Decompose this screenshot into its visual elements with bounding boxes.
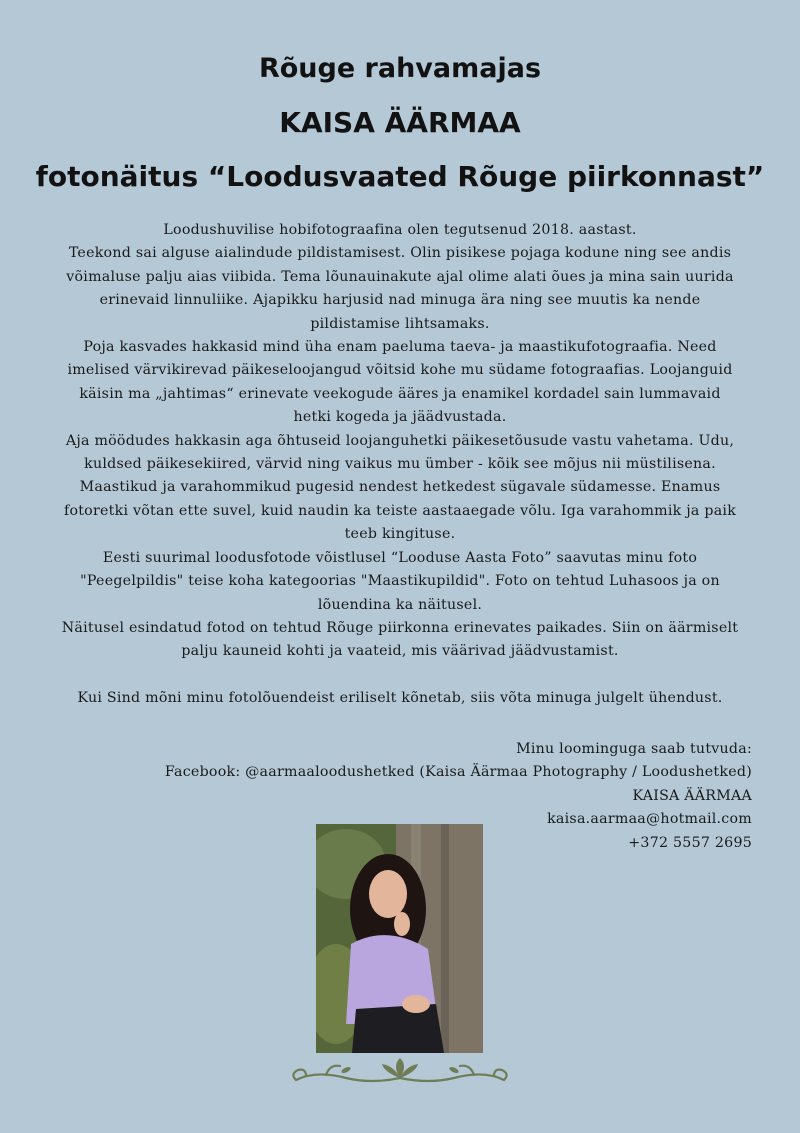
paragraph: Kui Sind mõni minu fotolõuendeist eriliselt kõnetab, siis võta minuga julgelt ühendust.: [77, 690, 723, 707]
heading-artist-name: KAISA ÄÄRMAA: [279, 106, 521, 139]
contact-intro: Minu loominguga saab tutvuda:: [516, 741, 752, 757]
artist-statement: [60, 219, 740, 711]
contact-name: KAISA ÄÄRMAA: [632, 787, 752, 804]
paragraph: Teekond sai alguse aialindude pildistamisest. Olin pisikese pojaga kodune ning see andis võimaluse palju aias viibida. Tema lõunauinakute ajal olime alati õues ja mina sain uurida erinevaid linnuliike. Ajapikku harjusid nad minuga ära ning see muutis ka nende pildistamise lihtsamaks.: [66, 245, 734, 332]
phone-number: +372 5557 2695: [628, 834, 752, 851]
portrait-illustration: [316, 824, 483, 1053]
floral-divider-icon: [286, 1056, 514, 1092]
facebook-link[interactable]: Facebook: @aarmaaloodushetked (Kaisa Äärmaa Photography / Loodushetked): [164, 764, 752, 781]
paragraph: Näitusel esindatud fotod on tehtud Rõuge piirkonna erinevates paikades. Siin on äärmiselt palju kauneid kohti ja vaateid, mis väärivad jäädvustamist.: [61, 619, 739, 660]
artist-portrait-photo: [316, 824, 483, 1053]
heading-venue: Rõuge rahvamajas: [258, 53, 542, 84]
paragraph: Aja möödudes hakkasin aga õhtuseid loojanguhetki päikesetõusude vastu vahetama. Udu, kuldsed päikesekiired, värvid ning vaikus mu ümber - kõik see mõjus nii müstilisena. Maastikud ja varahommikud pugesid nendest hetkedest sügavale südamesse. Enamus fotoretki võtan ette suvel, kuid naudin ka teiste aastaaegade võlu. Iga varahommik ja paik teeb kingituse.: [63, 432, 737, 543]
email-link[interactable]: kaisa.aarmaa@hotmail.com: [547, 811, 752, 828]
paragraph: Loodushuvilise hobifotograafina olen tegutsenud 2018. aastast.: [163, 222, 637, 238]
heading-exhibition-title: fotonäitus “Loodusvaated Rõuge piirkonnast”: [35, 160, 765, 193]
paragraph: Poja kasvades hakkasid mind üha enam paeluma taeva- ja maastikufotograafia. Need imelised värvikirevad päikeseloojangud võitsid kohe mu südame fotograafias. Loojanguid käisin ma „jahtimas“ erinevate veekogude ääres ja enamikel kordadel sain lummavaid hetki kogeda ja jäädvustada.: [67, 339, 733, 426]
paragraph: Eesti suurimal loodusfotode võistlusel “Looduse Aasta Foto” saavutas minu foto "Peegelpildis" teise koha kategoorias "Maastikupildid". Foto on tehtud Luhasoos ja on lõuendina ka näitusel.: [80, 549, 720, 613]
